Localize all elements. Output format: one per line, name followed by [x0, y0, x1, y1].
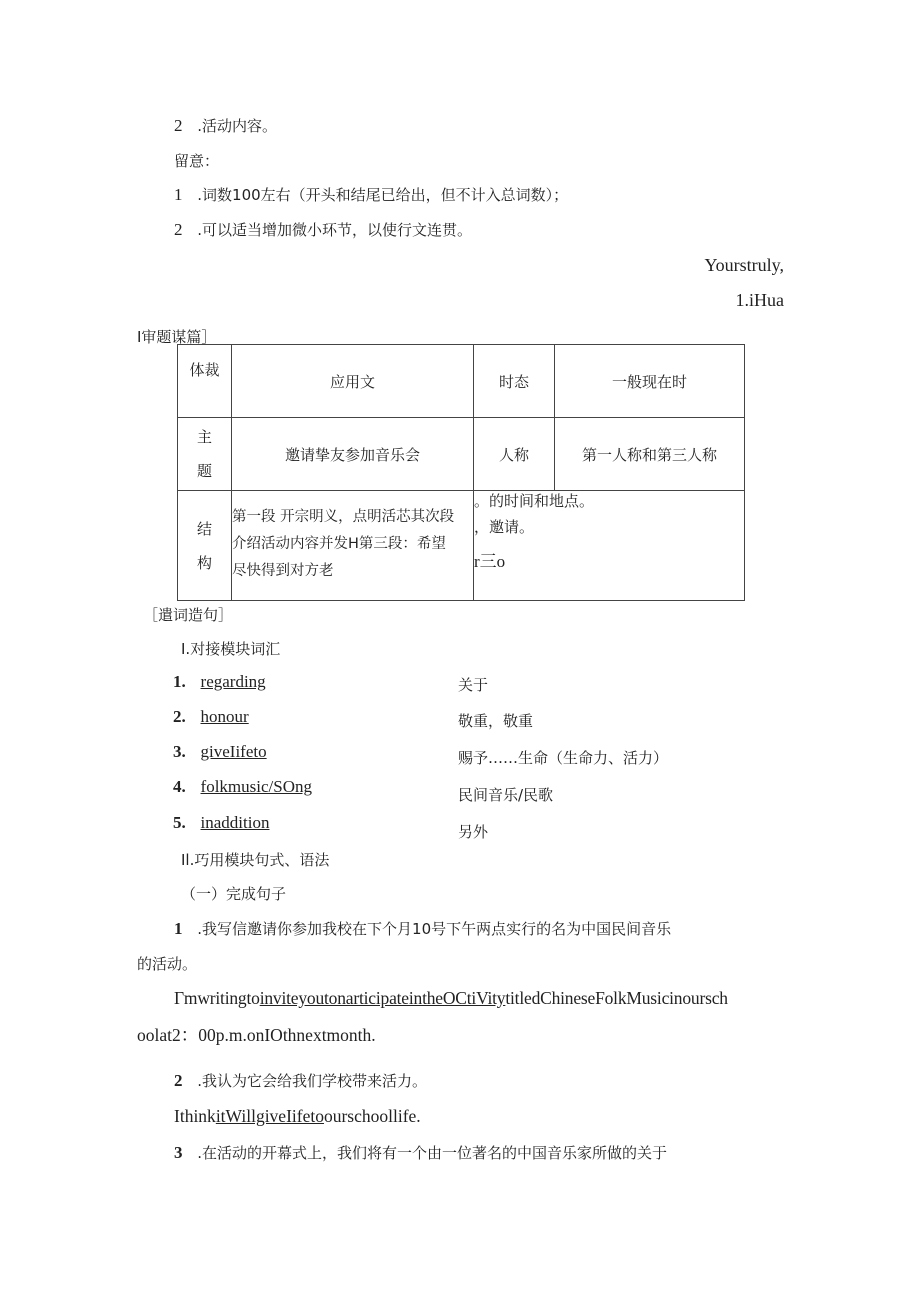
- analysis-table: [177, 344, 745, 601]
- letter-signature: 1.iHua: [735, 290, 784, 310]
- answer-blank: inviteyoutonarticipateintheOCtiVity: [259, 988, 506, 1008]
- table-row: [178, 418, 745, 491]
- section-vocab-heading: ［遣词造句］: [143, 606, 234, 624]
- note-number: 2: [174, 220, 183, 239]
- structure-line: r三o: [474, 552, 506, 571]
- cell-theme-label-char: 题: [196, 462, 212, 480]
- sentence-zh: .我认为它会给我们学校带来活力。: [197, 1072, 428, 1090]
- vocab-number: 4.: [173, 777, 186, 796]
- part1-title: I.对接模块词汇: [181, 640, 281, 658]
- vocab-meaning: 另外: [458, 823, 489, 841]
- vocab-item: [173, 777, 312, 797]
- note-item: [174, 184, 568, 205]
- requirement-item: [174, 115, 277, 136]
- cell-structure-right: [474, 491, 745, 601]
- vocab-term: folkmusic/SOng: [200, 777, 312, 796]
- structure-line: 。的时间和地点。: [474, 492, 595, 510]
- cell-structure-left: [232, 491, 474, 601]
- cell-structure-label-char: 结: [196, 519, 212, 538]
- structure-line: ，邀请。: [474, 518, 535, 536]
- note-text: .可以适当增加微小环节，以使行文连贯。: [197, 221, 473, 239]
- vocab-item: [173, 813, 269, 833]
- sentence-zh-continued: 的活动。: [137, 955, 198, 973]
- cell-person-value: 第一人称和第三人称: [555, 418, 745, 491]
- structure-line: 介绍活动内容并发H第三段：希望: [232, 536, 446, 552]
- answer-text: Γmwritingto: [174, 988, 260, 1008]
- note-text: .词数100左右（开头和结尾已给出，但不计入总词数）；: [197, 186, 569, 204]
- vocab-term: giveIifeto: [200, 742, 267, 761]
- sub1-title: （一）完成句子: [181, 885, 287, 903]
- cell-person-label: 人称: [474, 418, 555, 491]
- sentence-zh: .在活动的开幕式上，我们将有一个由一位著名的中国音乐家所做的关于: [197, 1144, 668, 1162]
- answer-text: titledChineseFolkMusicinoursch: [505, 988, 728, 1008]
- sentence-answer-continued: oolat2：00p.m.onIOthnextmonth.: [137, 1025, 376, 1045]
- part2-title: Il.巧用模块句式、语法: [181, 851, 330, 869]
- sentence-prompt: [174, 1070, 427, 1091]
- cell-theme-label-char: 主: [196, 428, 212, 446]
- vocab-meaning: 赐予……生命（生命力、活力）: [458, 749, 669, 767]
- cell-tense-value: 一般现在时: [555, 345, 745, 418]
- vocab-term: regarding: [200, 672, 266, 691]
- answer-blank: itWillgiveIifeto: [215, 1106, 324, 1126]
- sentence-prompt: [174, 1142, 667, 1163]
- vocab-item: [173, 672, 266, 692]
- vocab-term: honour: [200, 707, 249, 726]
- answer-text: Ithink: [174, 1106, 216, 1126]
- cell-genre-value: 应用文: [232, 345, 474, 418]
- section-analysis-heading: I审题谋篇］: [137, 328, 217, 346]
- cell-structure-label: [178, 491, 232, 601]
- note-item: [174, 219, 472, 240]
- vocab-number: 1.: [173, 672, 186, 691]
- vocab-meaning: 民间音乐/民歌: [458, 786, 554, 804]
- sentence-number: 1: [174, 919, 183, 938]
- sentence-prompt: [174, 918, 671, 939]
- letter-closing: Yourstruly,: [704, 255, 784, 275]
- vocab-number: 5.: [173, 813, 186, 832]
- cell-genre-label: 体裁: [178, 345, 232, 418]
- cell-theme-value: 邀请挚友参加音乐会: [232, 418, 474, 491]
- cell-tense-label: 时态: [474, 345, 555, 418]
- table-row: [178, 345, 745, 418]
- vocab-number: 2.: [173, 707, 186, 726]
- cell-structure-label-char: 构: [196, 553, 212, 572]
- sentence-answer: [174, 1106, 421, 1127]
- note-number: 1: [174, 185, 183, 204]
- sentence-number: 2: [174, 1071, 183, 1090]
- vocab-item: [173, 742, 267, 762]
- structure-line: 尽快得到对方老: [232, 563, 334, 579]
- answer-text: ourschoollife.: [323, 1106, 421, 1126]
- sentence-number: 3: [174, 1143, 183, 1162]
- vocab-term: inaddition: [200, 813, 270, 832]
- vocab-meaning: 敬重，敬重: [458, 712, 534, 730]
- vocab-item: [173, 707, 249, 727]
- vocab-meaning: 关于: [458, 676, 489, 694]
- requirement-text: .活动内容。: [197, 117, 278, 135]
- structure-line: 第一段 开宗明义，点明活芯其次段: [232, 509, 455, 525]
- table-row: [178, 491, 745, 601]
- cell-theme-label: [178, 418, 232, 491]
- note-label: 留意：: [174, 152, 220, 170]
- vocab-number: 3.: [173, 742, 186, 761]
- sentence-zh: .我写信邀请你参加我校在下个月10号下午两点实行的名为中国民间音乐: [197, 920, 672, 938]
- sentence-answer: [174, 988, 728, 1009]
- requirement-number: 2: [174, 116, 183, 135]
